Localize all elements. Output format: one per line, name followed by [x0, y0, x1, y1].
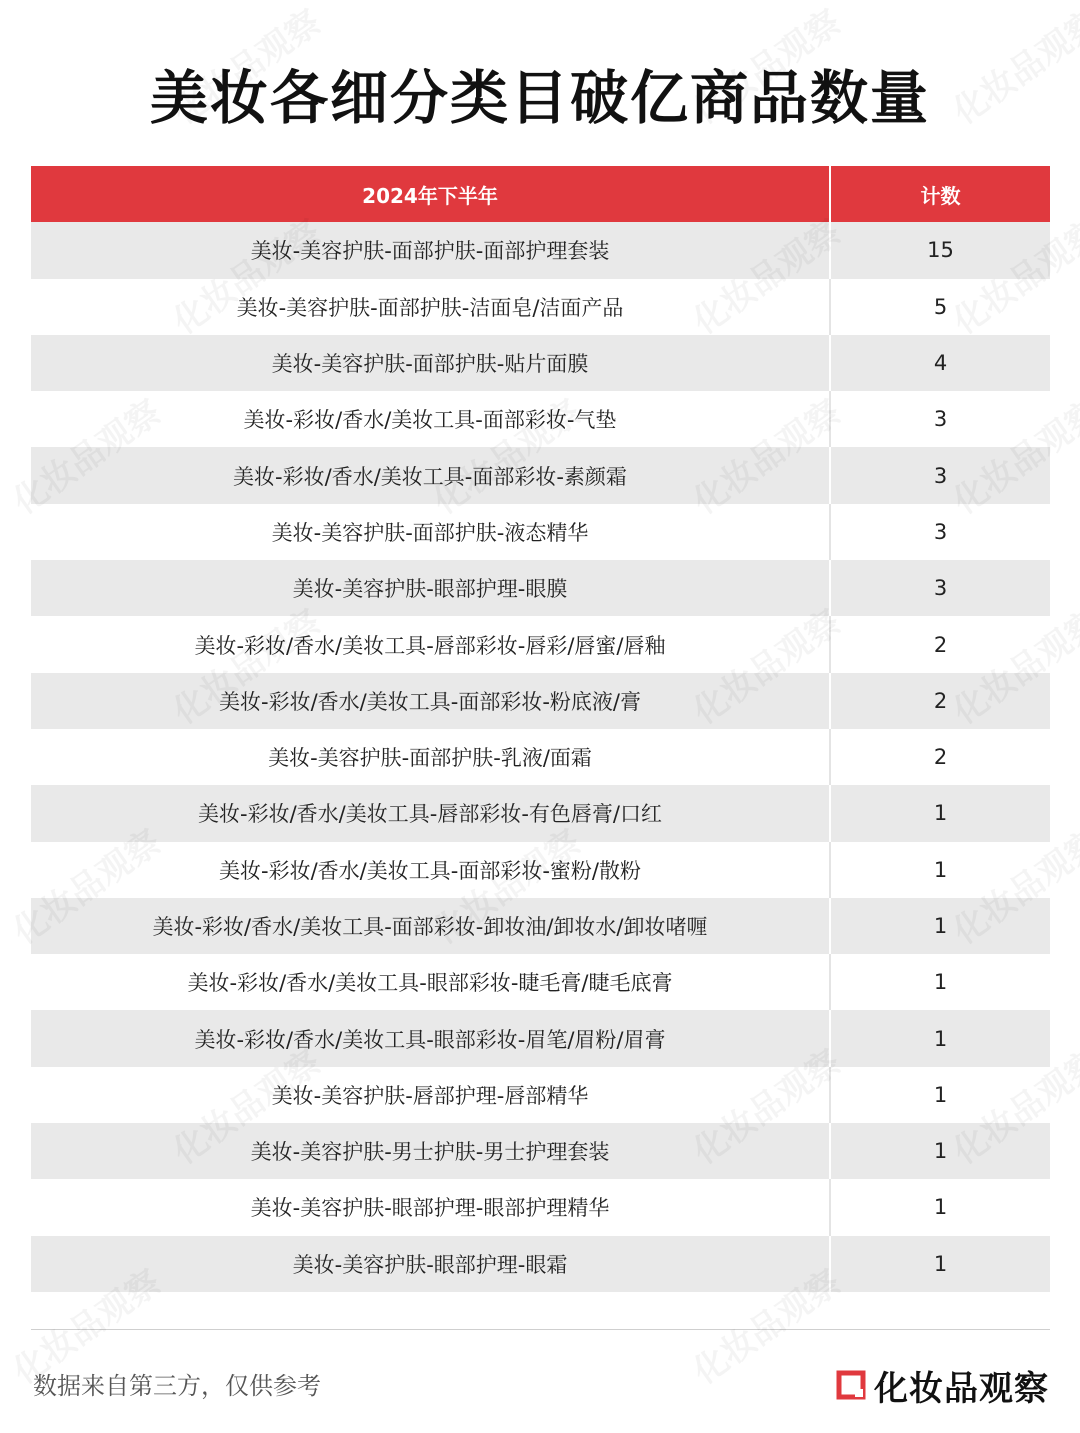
column-header-period: 2024年下半年	[31, 166, 831, 222]
table-row	[31, 560, 1050, 616]
count-cell: 1	[933, 1139, 948, 1164]
count-cell: 2	[933, 632, 948, 657]
count-cell: 1	[933, 1251, 948, 1276]
table-row	[31, 785, 1050, 841]
category-cell: 美妆-美容护肤-唇部护理-唇部精华	[31, 1067, 831, 1123]
table-row	[31, 729, 1050, 785]
category-cell: 美妆-彩妆/香水/美妆工具-唇部彩妆-唇彩/唇蜜/唇釉	[31, 616, 831, 672]
table-row	[31, 391, 1050, 447]
table-row	[31, 1067, 1050, 1123]
count-cell: 2	[933, 745, 948, 770]
category-cell: 美妆-彩妆/香水/美妆工具-面部彩妆-卸妆油/卸妆水/卸妆啫喱	[31, 898, 831, 954]
category-cell: 美妆-彩妆/香水/美妆工具-面部彩妆-蜜粉/散粉	[31, 842, 831, 898]
category-cell: 美妆-美容护肤-眼部护理-眼霜	[31, 1236, 831, 1292]
source-note: 数据来自第三方，仅供参考	[33, 1372, 321, 1400]
category-cell: 美妆-彩妆/香水/美妆工具-面部彩妆-粉底液/膏	[31, 673, 831, 729]
brand-logo	[836, 1362, 1049, 1408]
table-row	[31, 898, 1050, 954]
category-cell: 美妆-美容护肤-面部护肤-洁面皂/洁面产品	[31, 279, 831, 335]
table-row	[31, 1179, 1050, 1235]
count-cell: 3	[933, 463, 948, 488]
data-table	[31, 166, 1050, 1292]
category-cell: 美妆-彩妆/香水/美妆工具-面部彩妆-气垫	[31, 391, 831, 447]
page-title: 美妆各细分类目破亿商品数量	[149, 64, 930, 132]
category-cell: 美妆-彩妆/香水/美妆工具-眼部彩妆-眉笔/眉粉/眉膏	[31, 1010, 831, 1066]
count-cell: 1	[933, 970, 948, 995]
table-row	[31, 842, 1050, 898]
count-cell: 1	[933, 1026, 948, 1051]
category-cell: 美妆-美容护肤-面部护肤-贴片面膜	[31, 335, 831, 391]
category-cell: 美妆-彩妆/香水/美妆工具-唇部彩妆-有色唇膏/口红	[31, 785, 831, 841]
category-cell: 美妆-美容护肤-面部护肤-乳液/面霜	[31, 729, 831, 785]
count-cell: 3	[933, 576, 948, 601]
table-row	[31, 222, 1050, 278]
table-row	[31, 954, 1050, 1010]
table-row	[31, 1123, 1050, 1179]
category-cell: 美妆-美容护肤-面部护肤-液态精华	[31, 504, 831, 560]
brand-name: 化妆品观察	[874, 1368, 1049, 1409]
count-cell: 3	[933, 519, 948, 544]
footer-divider	[31, 1329, 1050, 1330]
count-cell: 1	[933, 801, 948, 826]
count-cell: 5	[933, 294, 948, 319]
count-cell: 4	[933, 351, 948, 376]
table-header-row	[31, 166, 1050, 222]
count-cell: 1	[933, 1195, 948, 1220]
count-cell: 15	[927, 238, 954, 263]
category-cell: 美妆-彩妆/香水/美妆工具-面部彩妆-素颜霜	[31, 447, 831, 503]
column-header-count: 计数	[920, 183, 961, 208]
category-cell: 美妆-美容护肤-面部护肤-面部护理套装	[31, 222, 831, 278]
category-cell: 美妆-美容护肤-眼部护理-眼膜	[31, 560, 831, 616]
table-row	[31, 447, 1050, 503]
count-cell: 1	[933, 914, 948, 938]
table-body	[31, 222, 1050, 1292]
count-cell: 1	[933, 857, 948, 882]
count-cell: 2	[933, 688, 948, 713]
category-cell: 美妆-美容护肤-男士护肤-男士护理套装	[31, 1123, 831, 1179]
table-row	[31, 279, 1050, 335]
count-cell: 1	[933, 1082, 948, 1107]
table-row	[31, 616, 1050, 672]
brand-square-icon	[836, 1370, 866, 1400]
table-row	[31, 335, 1050, 391]
category-cell: 美妆-彩妆/香水/美妆工具-眼部彩妆-睫毛膏/睫毛底膏	[31, 954, 831, 1010]
table-row	[31, 504, 1050, 560]
table-row	[31, 1236, 1050, 1292]
table-row	[31, 673, 1050, 729]
table-row	[31, 1010, 1050, 1066]
count-cell: 3	[933, 407, 948, 432]
category-cell: 美妆-美容护肤-眼部护理-眼部护理精华	[31, 1179, 831, 1235]
